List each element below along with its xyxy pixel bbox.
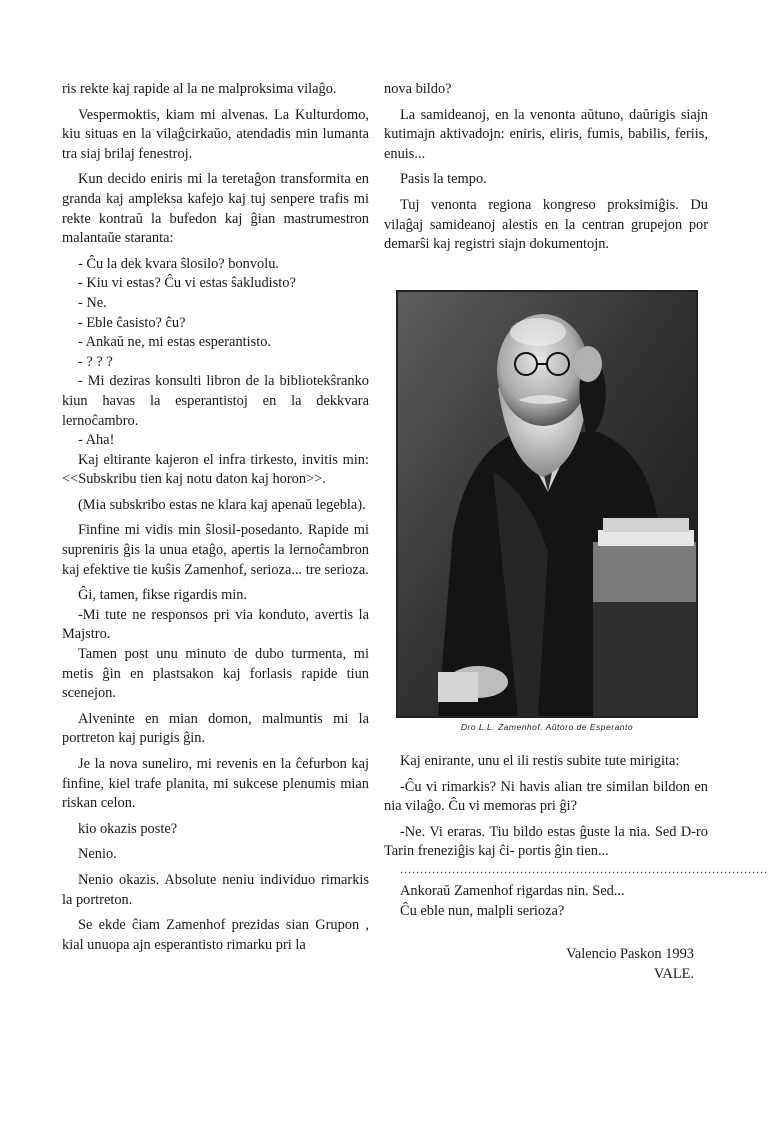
- dotted-separator: ............................................................................................: [400, 861, 768, 876]
- paragraph: Kaj enirante, unu el ili restis subite tute mirigita:: [400, 753, 680, 769]
- dialogue-line: - Eble ĉasisto? ĉu?: [78, 314, 186, 331]
- paragraph: Ĉu eble nun, malpli serioza?: [400, 902, 565, 919]
- left-column: [62, 80, 369, 961]
- paragraph: Alveninte en mian domon, malmuntis mi la portreton kaj purigis ĝin.: [62, 710, 369, 747]
- author-signature: Valencio Paskon 1993: [566, 946, 694, 963]
- portrait-image: [398, 292, 696, 716]
- dialogue-line: - Ankaŭ ne, mi estas esperantisto.: [78, 334, 272, 351]
- paragraph: Kaj eltirante kajeron el infra tirkesto, invitis min: <<Subskribu tien kaj notu daton kaj horon>>.: [62, 451, 369, 488]
- dialogue-line: - Ĉu la dek kvara ŝlosilo? bonvolu.: [78, 255, 280, 272]
- paragraph: Vespermoktis, kiam mi alvenas. La Kulturdomo, kiu situas en la vilaĝcirkaŭo, atendadis min lumanta tra siaj brilaj fenestroj.: [62, 106, 369, 162]
- paragraph: Se ekde ĉiam Zamenhof prezidas sian Grupon , kial unuopa ajn esperantisto rimarku pri la: [62, 917, 369, 953]
- closing-word: VALE.: [653, 965, 694, 982]
- paragraph: Pasis la tempo.: [400, 171, 487, 188]
- paragraph: -Mi tute ne responsos pri via konduto, avertis la Majstro.: [62, 606, 369, 643]
- right-column-bottom: [384, 752, 768, 984]
- photo-caption: Dro L.L. Zamenhof. Aŭtoro de Esperanto: [460, 722, 634, 732]
- paragraph: Tuj venonta regiona kongreso proksimiĝis. Du vilaĝaj samideanoj alestis en la centran grupejon por demarŝi kaj registri siajn dokumentojn.: [384, 196, 708, 253]
- paragraph: -Ne. Vi eraras. Tiu bildo estas ĝuste la nia. Sed D-ro Tarin freneziĝis kaj ĉi- portis ĝin tien...: [384, 823, 708, 860]
- paragraph: kio okazis poste?: [78, 820, 178, 837]
- right-column-top: [384, 80, 708, 261]
- paragraph: Nenio.: [78, 846, 117, 863]
- dialogue-line: - Kiu vi estas? Ĉu vi estas ŝakludisto?: [78, 275, 296, 292]
- dialogue-line: - Aha!: [78, 432, 115, 449]
- paragraph: -Ĉu vi rimarkis? Ni havis alian tre similan bildon en nia vilaĝo. Ĉu vi memoras pri ĝi?: [384, 778, 708, 815]
- paragraph: La samideanoj, en la venonta aŭtuno, daŭrigis siajn kutimajn aktivadojn: eniris, eliris, fumis, babilis, feriis, enuis...: [384, 106, 708, 162]
- zamenhof-portrait-photo: [396, 290, 698, 718]
- dialogue-line: - ? ? ?: [78, 353, 113, 370]
- paragraph: Nenio okazis. Absolute neniu individuo rimarkis la portreton.: [62, 871, 369, 908]
- dialogue-line: - Mi deziras konsulti libron de la bibliotekŝranko kiun havas la esperantistoj en la dekkvara lernoĉambro.: [62, 373, 369, 429]
- paragraph: ris rekte kaj rapide al la ne malproksima vilaĝo.: [62, 81, 337, 97]
- dialogue-line: - Ne.: [78, 294, 107, 311]
- paragraph: Ĝi, tamen, fikse rigardis min.: [78, 587, 248, 604]
- paragraph: Je la nova suneliro, mi revenis en la ĉefurbon kaj finfine, kiel trafe planita, mi sukcese plenumis mian riskan celon.: [62, 756, 369, 812]
- paragraph: nova bildo?: [384, 81, 452, 97]
- paragraph: Ankoraŭ Zamenhof rigardas nin. Sed...: [400, 882, 625, 899]
- paragraph: Kun decido eniris mi la teretaĝon transformita en granda kaj ampleksa kafejo kaj tuj senpere trafis mi rekte kontraŭ la bufedon kaj ĝian mastrumestron malantaŭe staranta:: [62, 171, 369, 247]
- paragraph: Tamen post unu minuto de dubo turmenta, mi metis ĝin en plastsakon kaj forlasis rapide tiun scenejon.: [62, 646, 369, 702]
- paragraph: Finfine mi vidis min ŝlosil-posedanto. Rapide mi supreniris ĝis la unua etaĝo, apertis la lernoĉambron kaj efektive tie kuŝis Zamenhof, serioza... tre serioza.: [62, 522, 369, 578]
- paragraph: (Mia subskribo estas ne klara kaj apenaŭ legebla).: [78, 496, 366, 513]
